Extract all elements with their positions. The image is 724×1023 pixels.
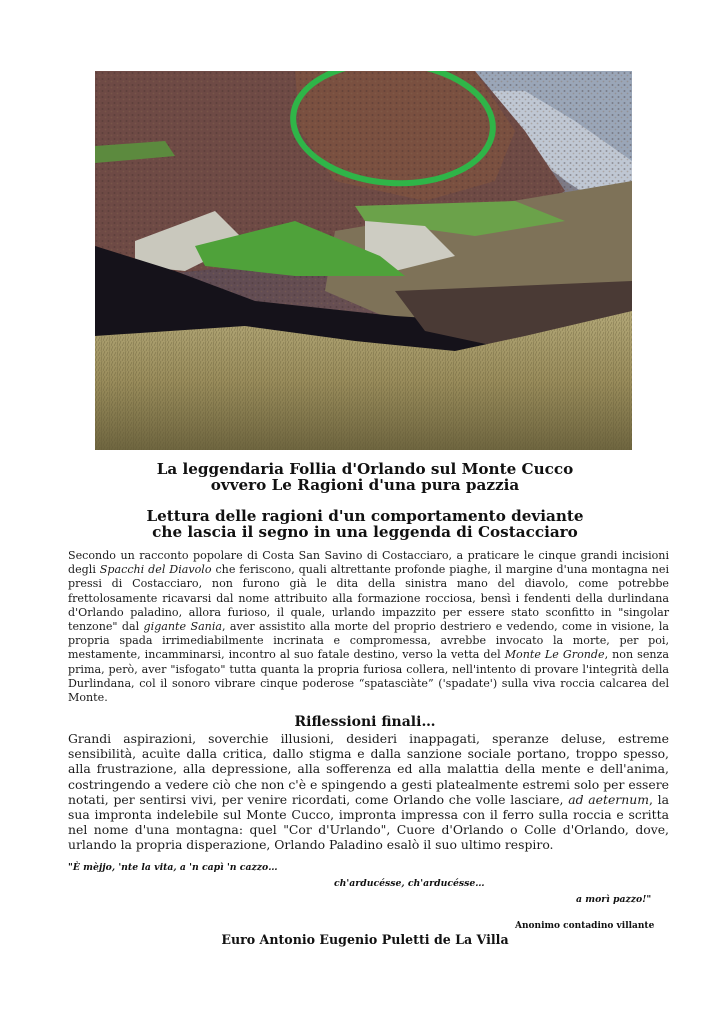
emphasis-spacchi: Spacchi del Diavolo — [99, 563, 212, 577]
legend-paragraph — [68, 549, 669, 705]
quote-line-1: "È mèjjo, 'nte la vita, a 'n capì 'n cazzo… — [68, 862, 278, 873]
sub-title-line1: Lettura delle ragioni d'un comportamento deviante — [146, 507, 584, 525]
text-segment: che feriscono, quali altrettante profonde piaghe, il margine d'una montagna nei pressi di Costacciaro, non furono già le dita della sinistra mano del diavolo, come potrebbe frettolosamente ricavarsi dal nome attribuito alla formazione rocciosa, bensì i fendenti della durlindana d'Orlando paladino, allora furioso, il quale, urlando impazzito per essere stato sconfitto in "singolar tenzone" dal — [68, 563, 669, 634]
sub-title — [60, 508, 670, 540]
landscape-image — [95, 71, 632, 450]
emphasis-ad-aeternum: ad aeternum — [568, 791, 649, 807]
text-segment: Grandi aspirazioni, soverchie illusioni, desideri inappagati, speranze deluse, estreme sensibilità, acuìte dalla critica, dallo stigma e dalla sanzione sociale portano, troppo spesso, alla frustrazione, alla depressione, alla sofferenza ed alla malattia della mente e dell'anima, costringendo a vedere ciò che non c'è e spingendo a gesti platealmente estremi solo per essere notati, per sentirsi vivi, per venire ricordati, come Orlando che volle lasciare, — [68, 731, 669, 807]
emphasis-gigante: gigante Sania — [143, 620, 222, 634]
main-title — [60, 461, 670, 493]
text-segment: , la sua impronta indelebile sul Monte Cucco, impronta impressa con il ferro sulla roccia e scritta nel nome d'una montagna: quel "Cor d'Urlando", Cuore d'Orlando o Colle d'Orlando, dove, urlando la propria disperazione, Orlando Paladino esalò il suo ultimo respiro. — [68, 791, 669, 853]
author-name: Euro Antonio Eugenio Puletti de La Villa — [221, 932, 509, 947]
mountain-photo — [95, 71, 632, 450]
emphasis-monte: Monte Le Gronde — [504, 648, 605, 662]
main-title-line1: La leggendaria Follia d'Orlando sul Monte Cucco — [156, 460, 574, 478]
quote-line-2: ch'arducésse, ch'arducésse… — [334, 878, 485, 889]
reflections-heading: Riflessioni finali… — [294, 714, 436, 730]
reflections-paragraph — [68, 731, 669, 853]
text-segment: Secondo un racconto popolare di Costa San Savino di Costacciaro, a praticare le cinque grandi incisioni degli — [68, 549, 669, 577]
quote-line-3: a morì pazzo!" — [576, 894, 652, 905]
text-segment: , non senza prima, però, aver "isfogato" tutta quanta la propria furiosa collera, nell'intento di provare l'integrità della Durlindana, col il sonoro vibrare cinque poderose “spatasciàte” ('spadate') sulla viva roccia calcarea del Monte. — [68, 648, 669, 705]
quote-attribution: Anonimo contadino villante — [515, 921, 655, 931]
sub-title-line2: che lascia il segno in una leggenda di Costacciaro — [152, 523, 578, 541]
main-title-line2: ovvero Le Ragioni d'una pura pazzia — [210, 476, 520, 494]
text-segment: , aver assistito alla morte del proprio destriero e vedendo, come in visione, la propria spada irrimediabilmente incrinata e compromessa, avrebbe invocato la morte, per poi, mestamente, incamminarsi, incontro al suo fatale destino, verso la vetta del — [68, 620, 669, 662]
